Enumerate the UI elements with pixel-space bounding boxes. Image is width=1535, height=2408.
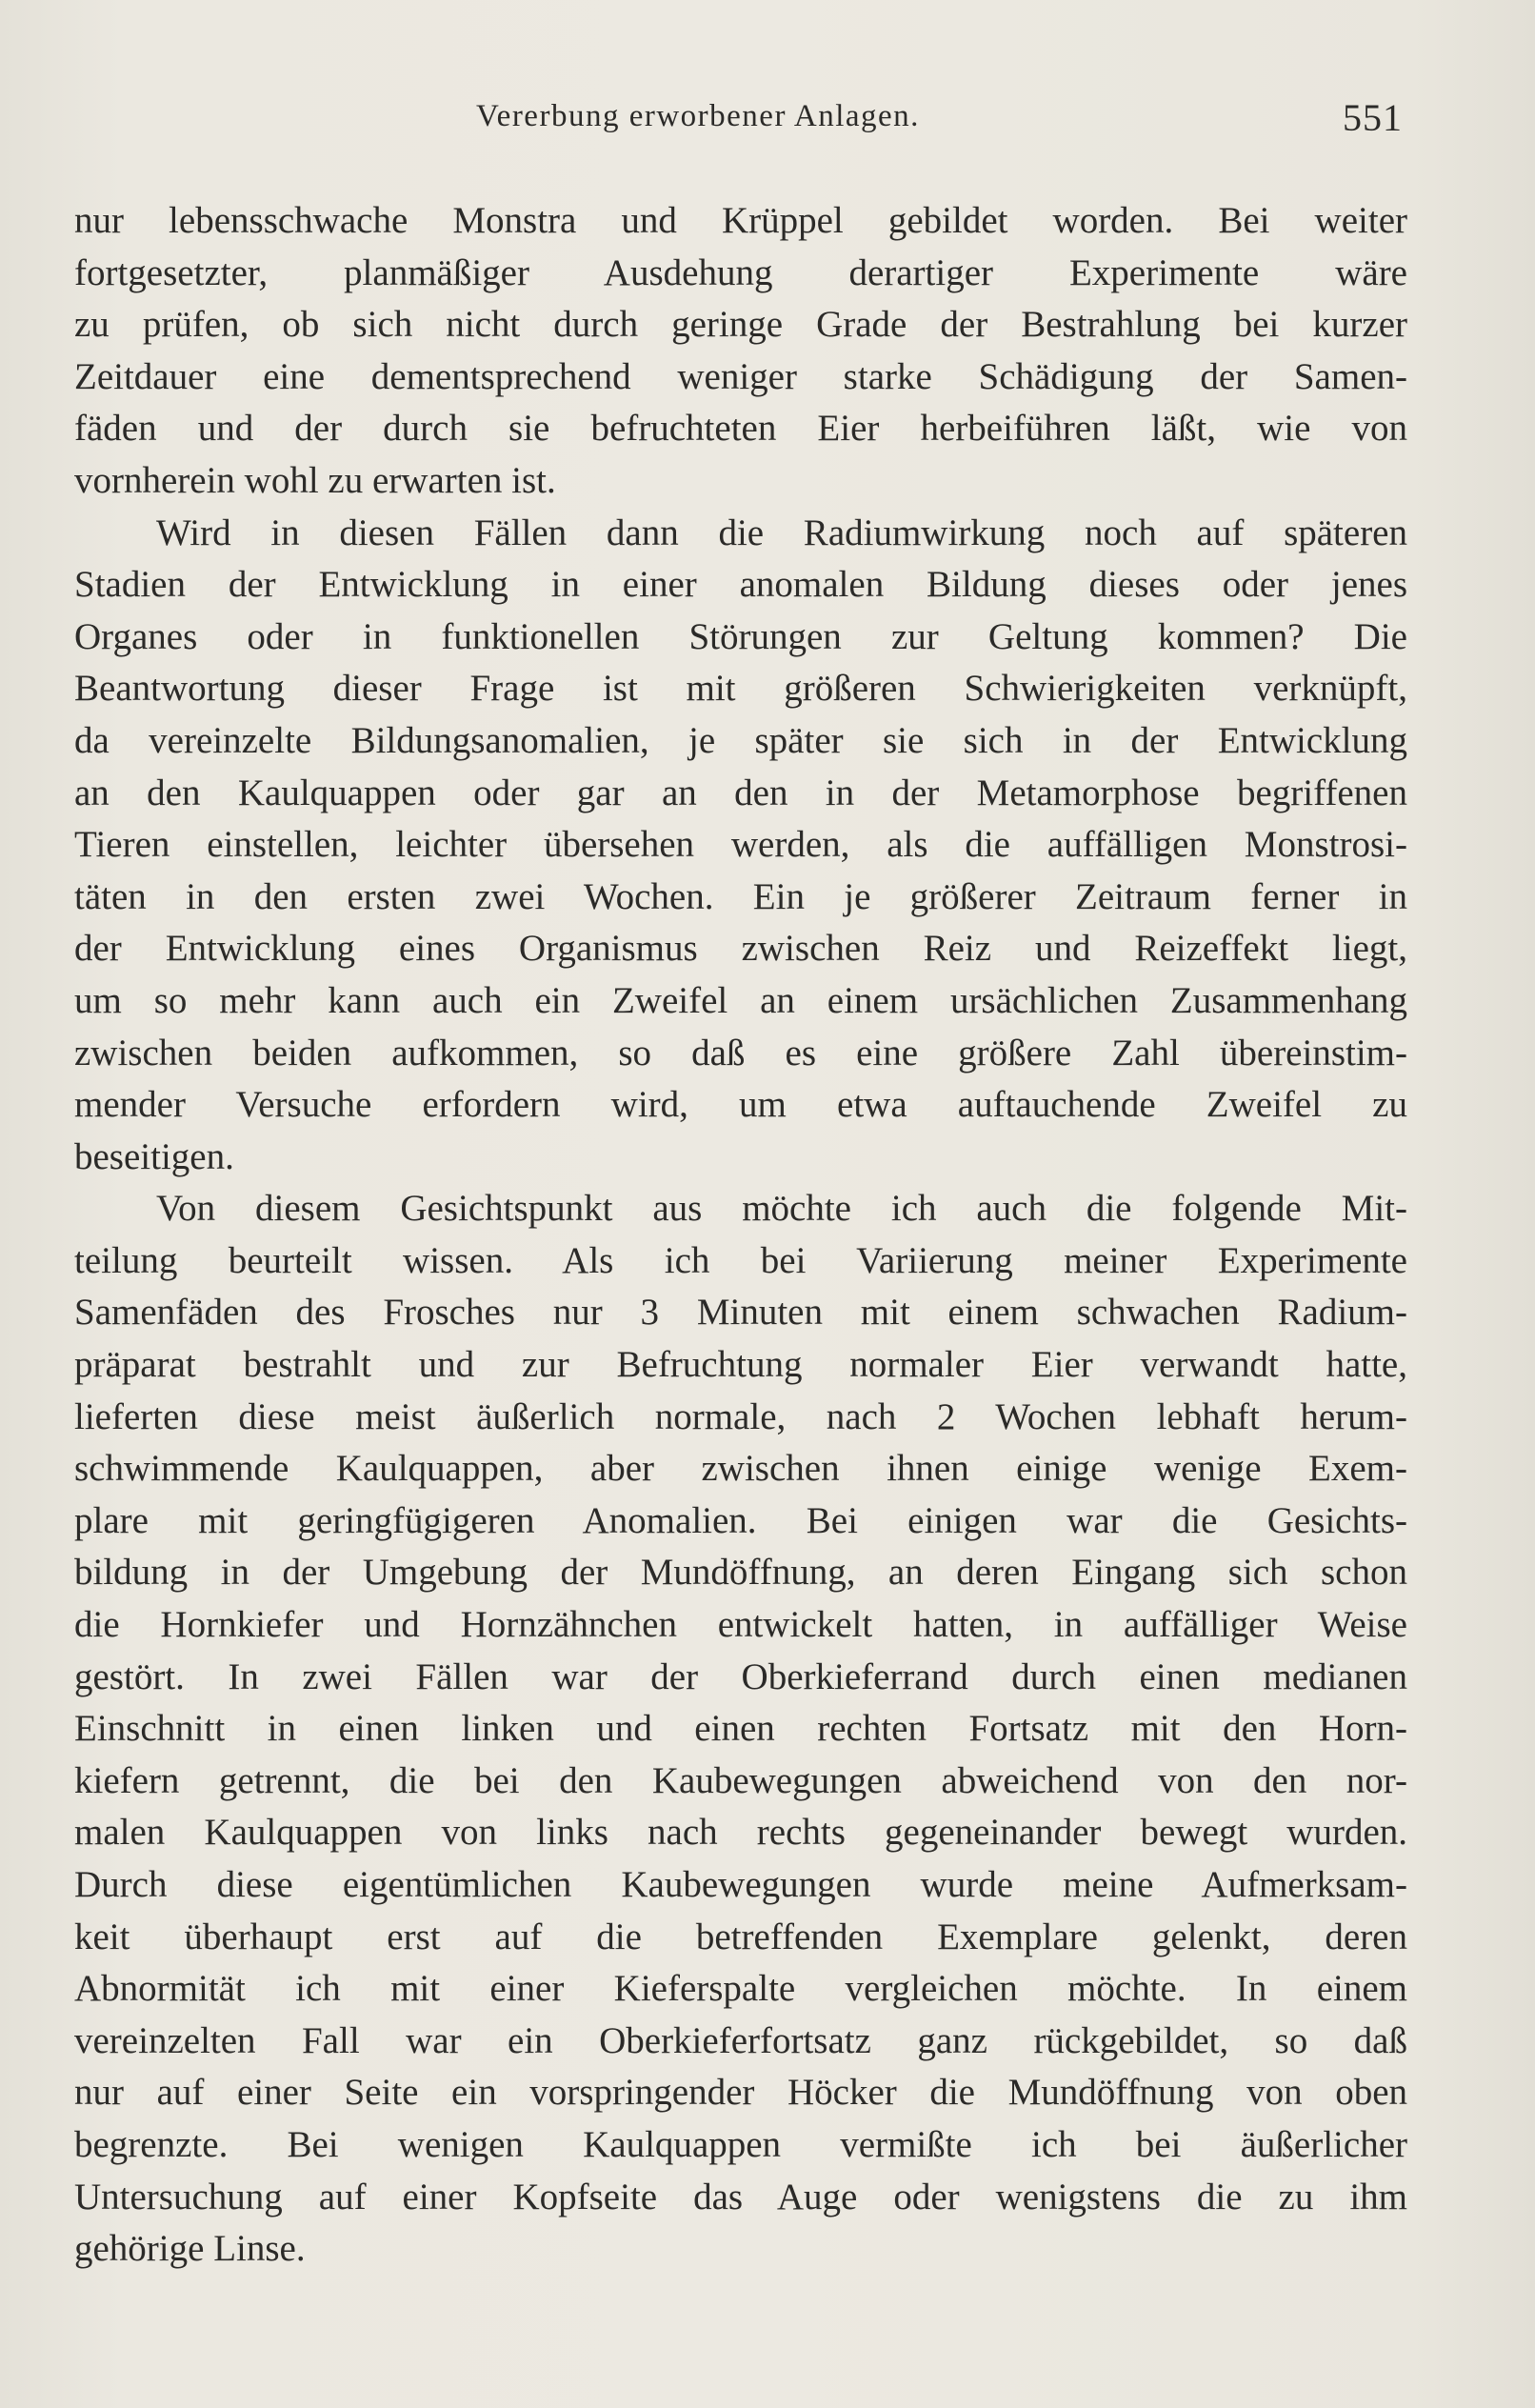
text-line: fortgesetzter, planmäßiger Ausdehung derartiger Experimente wäre xyxy=(74,251,1407,293)
text-line: vereinzelten Fall war ein Oberkieferfortsatz ganz rückgebildet, so daß xyxy=(74,2019,1407,2061)
running-head xyxy=(0,95,1535,152)
text-line: lieferten diese meist äußerlich normale, nach 2 Wochen lebhaft herum- xyxy=(74,1395,1407,1437)
text-line: da vereinzelte Bildungsanomalien, je später sie sich in der Entwicklung xyxy=(74,719,1407,761)
text-line: Tieren einstellen, leichter übersehen werden, als die auffälligen Monstrosi- xyxy=(74,824,1407,866)
text-line: präparat bestrahlt und zur Befruchtung normaler Eier verwandt hatte, xyxy=(74,1344,1407,1386)
text-line: Stadien der Entwicklung in einer anomalen Bildung dieses oder jenes xyxy=(74,564,1407,606)
text-line: plare mit geringfügigeren Anomalien. Bei einigen war die Gesichts- xyxy=(74,1499,1407,1541)
text-line: der Entwicklung eines Organismus zwischen Reiz und Reizeffekt liegt, xyxy=(74,928,1407,970)
text-line: Beantwortung dieser Frage ist mit größeren Schwierigkeiten verknüpft, xyxy=(74,668,1407,710)
text-line: zu prüfen, ob sich nicht durch geringe Grade der Bestrahlung bei kurzer xyxy=(74,304,1407,346)
page-number: 551 xyxy=(1343,96,1403,139)
text-line: die Hornkiefer und Hornzähnchen entwickelt hatten, in auffälliger Weise xyxy=(74,1604,1407,1646)
text-line: schwimmende Kaulquappen, aber zwischen ihnen einige wenige Exem- xyxy=(74,1448,1407,1490)
running-title: Vererbung erworbener Anlagen. xyxy=(476,99,920,133)
paragraph xyxy=(74,195,1407,508)
text-line: an den Kaulquappen oder gar an den in der Metamorphose begriffenen xyxy=(74,772,1407,813)
text-line: bildung in der Umgebung der Mundöffnung, an deren Eingang sich schon xyxy=(74,1552,1407,1594)
text-line: fäden und der durch sie befruchteten Eier herbeiführen läßt, wie von xyxy=(74,408,1407,450)
text-line: Organes oder in funktionellen Störungen zur Geltung kommen? Die xyxy=(74,615,1407,657)
text-line: gestört. In zwei Fällen war der Oberkieferrand durch einen medianen xyxy=(74,1656,1407,1697)
text-line: zwischen beiden aufkommen, so daß es eine größere Zahl übereinstim- xyxy=(74,1032,1407,1074)
text-line: malen Kaulquappen von links nach rechts gegeneinander bewegt wurden. xyxy=(74,1812,1407,1854)
text-line: nur auf einer Seite ein vorspringender Höcker die Mundöffnung von oben xyxy=(74,2072,1407,2114)
text-line: täten in den ersten zwei Wochen. Ein je größerer Zeitraum ferner in xyxy=(74,875,1407,917)
text-line: teilung beurteilt wissen. Als ich bei Variierung meiner Experimente xyxy=(74,1239,1407,1281)
text-line: Wird in diesen Fällen dann die Radiumwirkung noch auf späteren xyxy=(156,512,1407,553)
text-line: Von diesem Gesichtspunkt aus möchte ich auch die folgende Mit- xyxy=(156,1188,1407,1230)
text-line: Samenfäden des Frosches nur 3 Minuten mit einem schwachen Radium- xyxy=(74,1292,1407,1334)
text-line: vornherein wohl zu erwarten ist. xyxy=(74,459,556,501)
text-line: mender Versuche erfordern wird, um etwa auftauchende Zweifel zu xyxy=(74,1084,1407,1126)
paragraph xyxy=(74,508,1407,1184)
text-line: keit überhaupt erst auf die betreffenden Exemplare gelenkt, deren xyxy=(74,1916,1407,1957)
paragraph xyxy=(74,1183,1407,2275)
text-line: nur lebensschwache Monstra und Krüppel gebildet worden. Bei weiter xyxy=(74,200,1407,241)
text-line: um so mehr kann auch ein Zweifel an einem ursächlichen Zusammenhang xyxy=(74,979,1407,1021)
text-line: beseitigen. xyxy=(74,1135,234,1177)
text-line: gehörige Linse. xyxy=(74,2228,306,2270)
text-line: Untersuchung auf einer Kopfseite das Auge oder wenigstens die zu ihm xyxy=(74,2176,1407,2217)
text-line: Einschnitt in einen linken und einen rechten Fortsatz mit den Horn- xyxy=(74,1708,1407,1750)
text-line: Durch diese eigentümlichen Kaubewegungen wurde meine Aufmerksam- xyxy=(74,1864,1407,1905)
text-line: Abnormität ich mit einer Kieferspalte vergleichen möchte. In einem xyxy=(74,1968,1407,2010)
text-line: begrenzte. Bei wenigen Kaulquappen vermißte ich bei äußerlicher xyxy=(74,2123,1407,2165)
text-line: Zeitdauer eine dementsprechend weniger starke Schädigung der Samen- xyxy=(74,355,1407,397)
text-line: kiefern getrennt, die bei den Kaubewegungen abweichend von den nor- xyxy=(74,1759,1407,1801)
body-text xyxy=(74,195,1407,2276)
